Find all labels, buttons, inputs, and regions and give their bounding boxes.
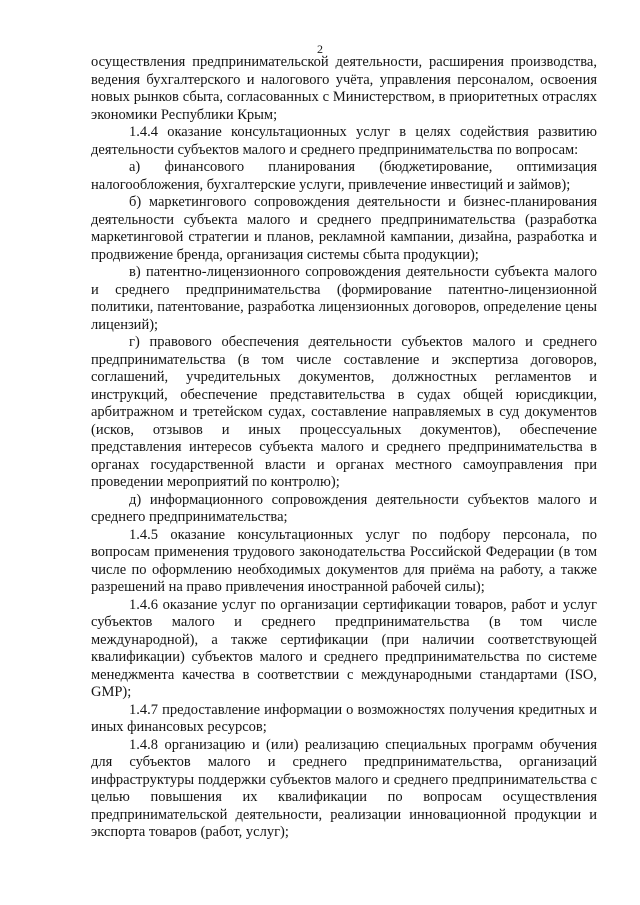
paragraph-continuation: осуществления предпринимательской деятельности, расширения производства, ведения бухгалтерского и налогового учёта, управления персоналом, освоения новых рынков сбыта, согласованных с Министерством, в приоритетных отраслях экономики Республики Крым; — [91, 54, 597, 123]
paragraph-item-v: в) патентно-лицензионного сопровождения деятельности субъекта малого и среднего предпринимательства (формирование патентно-лицензионной политики, патентование, разработка лицензионных договоров, определение цены лицензий); — [91, 264, 597, 333]
paragraph-1-4-7: 1.4.7 предоставление информации о возможностях получения кредитных и иных финансовых ресурсов; — [91, 701, 597, 735]
paragraph-item-d: д) информационного сопровождения деятельности субъектов малого и среднего предпринимательства; — [91, 491, 597, 525]
paragraph-1-4-5: 1.4.5 оказание консультационных услуг по подбору персонала, по вопросам применения трудового законодательства Российской Федерации (в том числе по оформлению необходимых документов для приёма на работу, а также разрешений на право привлечения иностранной рабочей силы); — [91, 526, 597, 595]
paragraph-item-g: г) правового обеспечения деятельности субъектов малого и среднего предпринимательства (в том числе составление и экспертиза договоров, соглашений, учредительных документов, должностных регламентов и инструкций, обеспечение представительства в судах общей юрисдикции, арбитражном и третейском судах, составление направляемых в суд документов (исков, отзывов и иных процессуальных документов), обеспечение представления интересов субъекта малого и среднего предпринимательства в органах государственной власти и органах местного самоуправления при проведении мероприятий по контролю); — [91, 334, 597, 490]
paragraph-1-4-6: 1.4.6 оказание услуг по организации сертификации товаров, работ и услуг субъектов малого и среднего предпринимательства (в том числе международной), а также сертификации (при наличии соответствующей квалификации) субъектов малого и среднего предпринимательства по системе менеджмента качества в соответствии с международными стандартами (ISO, GMP); — [91, 596, 597, 700]
paragraph-item-a: а) финансового планирования (бюджетирование, оптимизация налогообложения, бухгалтерские услуги, привлечение инвестиций и займов); — [91, 159, 597, 193]
paragraph-1-4-8: 1.4.8 организацию и (или) реализацию специальных программ обучения для субъектов малого и среднего предпринимательства, организаций инфраструктуры поддержки субъектов малого и среднего предпринимательства с целью повышения их квалификации по вопросам осуществления предпринимательской деятельности, реализации инновационной продукции и экспорта товаров (работ, услуг); — [91, 736, 597, 840]
paragraph-1-4-4: 1.4.4 оказание консультационных услуг в целях содействия развитию деятельности субъектов малого и среднего предпринимательства по вопросам: — [91, 124, 597, 158]
page-number: 2 — [317, 42, 323, 56]
document-body — [91, 54, 597, 842]
paragraph-item-b: б) маркетингового сопровождения деятельности и бизнес-планирования деятельности субъекта малого и среднего предпринимательства (разработка маркетинговой стратегии и планов, рекламной кампании, дизайна, разработка и продвижение бренда, организация системы сбыта продукции); — [91, 194, 597, 263]
